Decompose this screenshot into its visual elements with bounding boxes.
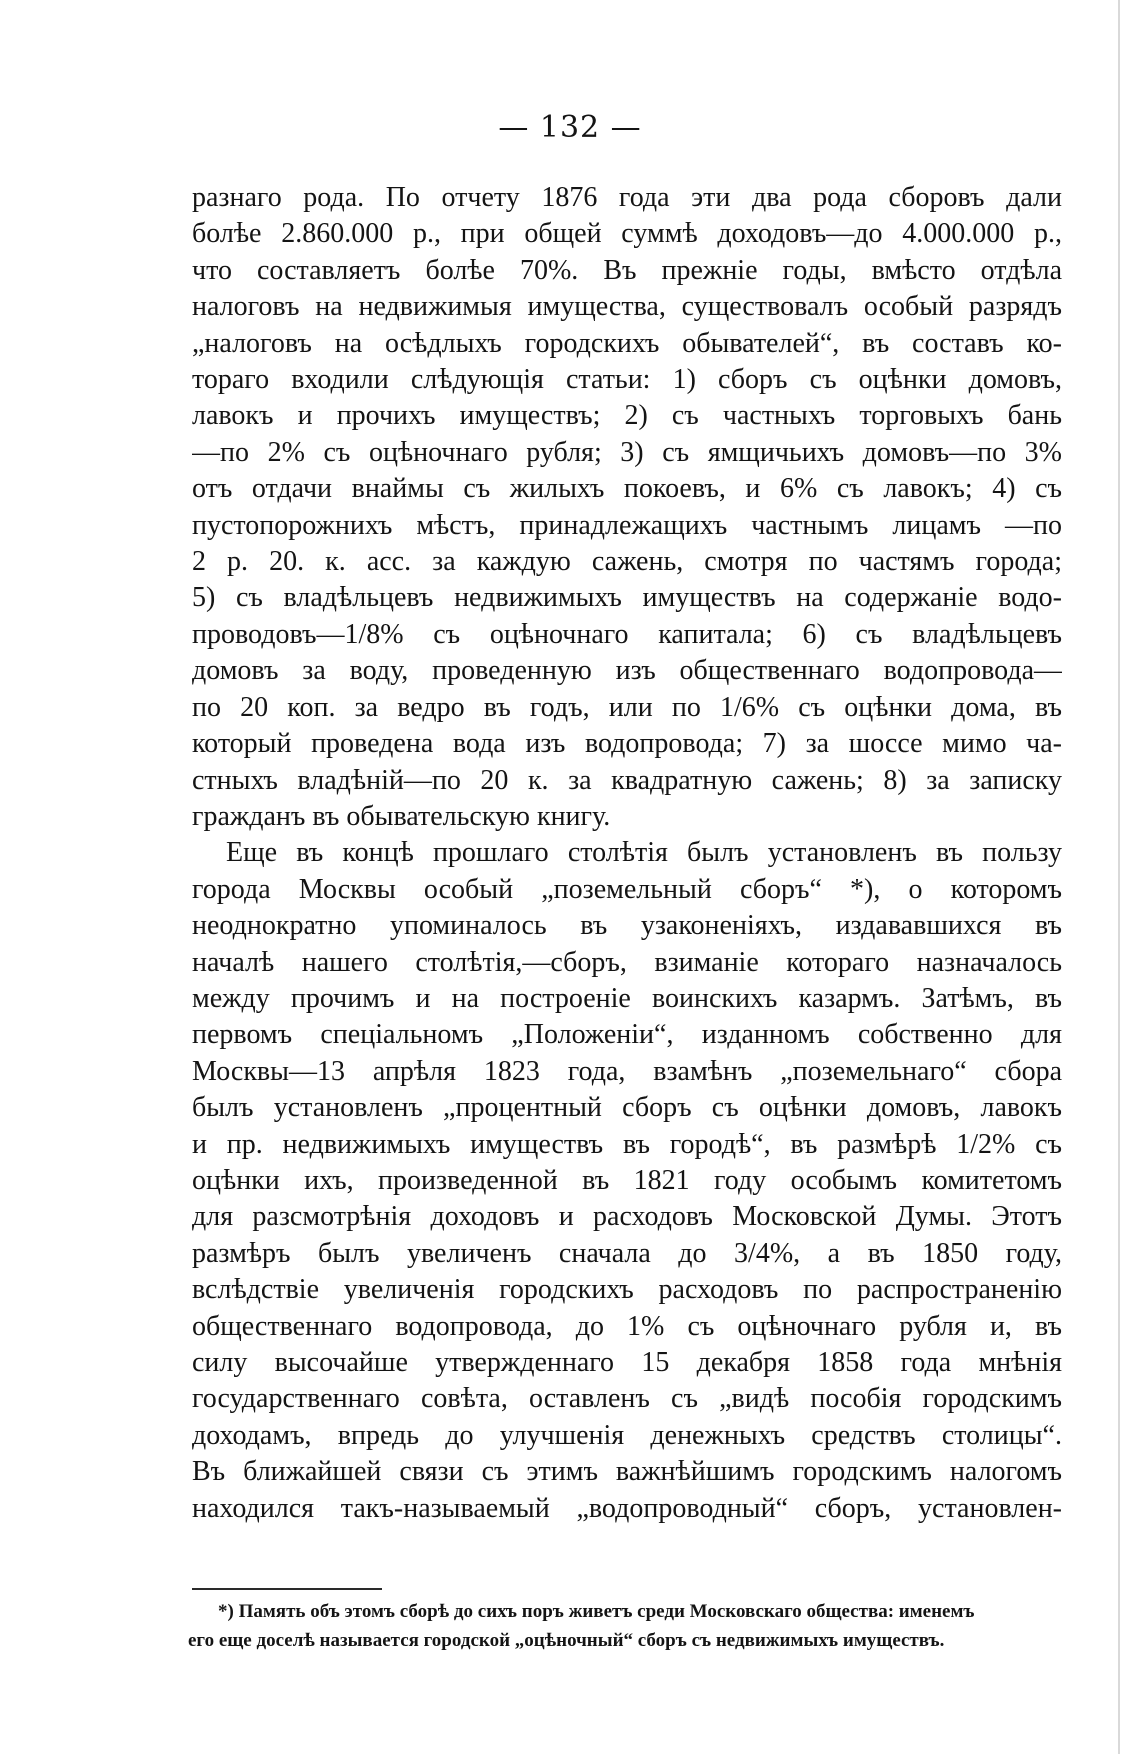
text-line: для разсмотрѣнія доходовъ и расходовъ Московской Думы. Этотъ xyxy=(192,1201,1062,1233)
footnote-divider xyxy=(192,1588,382,1590)
text-line: 5) съ владѣльцевъ недвижимыхъ имуществъ на содержаніе водо- xyxy=(192,582,1062,614)
text-line: гражданъ въ обывательскую книгу. xyxy=(192,800,611,832)
text-line: который проведена вода изъ водопровода; 7) за шоссе мимо ча- xyxy=(192,728,1062,760)
text-line: проводовъ—1/8% съ оцѣночнаго капитала; 6) съ владѣльцевъ xyxy=(192,618,1062,650)
page-number: — 132 — xyxy=(498,110,642,145)
text-line: и пр. недвижимыхъ имуществъ въ городѣ“, въ размѣрѣ 1/2% съ xyxy=(192,1128,1062,1160)
body-text xyxy=(192,180,1062,1527)
text-line: былъ установленъ „процентный сборъ съ оцѣнки домовъ, лавокъ xyxy=(192,1092,1062,1124)
text-line: тораго входили слѣдующія статьи: 1) сборъ съ оцѣнки домовъ, xyxy=(192,364,1062,396)
text-line: „налоговъ на осѣдлыхъ городскихъ обывателей“, въ составъ ко- xyxy=(192,327,1062,359)
text-line: Еще въ концѣ прошлаго столѣтія былъ установленъ въ пользу xyxy=(226,837,1062,869)
text-line: вслѣдствіе увеличенія городскихъ расходовъ по распространенію xyxy=(192,1274,1062,1306)
text-line: между прочимъ и на построеніе воинскихъ казармъ. Затѣмъ, въ xyxy=(192,982,1062,1014)
text-line: неоднократно упоминалось въ узаконеніяхъ, издававшихся въ xyxy=(192,910,1062,942)
text-line: оцѣнки ихъ, произведенной въ 1821 году особымъ комитетомъ xyxy=(192,1164,1062,1196)
text-line: государственнаго совѣта, оставленъ съ „видѣ пособія городскимъ xyxy=(192,1383,1062,1415)
text-line: болѣе 2.860.000 р., при общей суммѣ доходовъ—до 4.000.000 р., xyxy=(192,218,1062,250)
text-line: —по 2% съ оцѣночнаго рубля; 3) съ ямщичьихъ домовъ—по 3% xyxy=(192,436,1062,468)
text-line: первомъ спеціальномъ „Положеніи“, изданномъ собственно для xyxy=(192,1019,1062,1051)
text-line: лавокъ и прочихъ имуществъ; 2) съ частныхъ торговыхъ бань xyxy=(192,400,1062,432)
text-line: стныхъ владѣній—по 20 к. за квадратную сажень; 8) за записку xyxy=(192,764,1062,796)
text-line: 2 р. 20. к. асс. за каждую сажень, смотря по частямъ города; xyxy=(192,546,1062,578)
text-line: налоговъ на недвижимыя имущества, существовалъ особый разрядъ xyxy=(192,291,1062,323)
text-line: силу высочайше утвержденнаго 15 декабря 1858 года мнѣнія xyxy=(192,1347,1062,1378)
text-line: находился такъ-называемый „водопроводный“ сборъ, установлен- xyxy=(192,1492,1062,1524)
text-line: началѣ нашего столѣтія,—сборъ, взиманіе котораго назначалось xyxy=(192,946,1062,978)
page-edge-shadow xyxy=(1118,0,1120,1754)
text-line: пустопорожнихъ мѣстъ, принадлежащихъ частнымъ лицамъ —по xyxy=(192,509,1062,541)
text-line: что составляетъ болѣе 70%. Въ прежніе годы, вмѣсто отдѣла xyxy=(192,254,1062,286)
text-line: города Москвы особый „поземельный сборъ“ *), о которомъ xyxy=(192,873,1062,905)
text-line: домовъ за воду, проведенную изъ общественнаго водопровода— xyxy=(192,655,1062,687)
text-line: размѣръ былъ увеличенъ сначала до 3/4%, а въ 1850 году, xyxy=(192,1237,1062,1269)
footnote xyxy=(188,1597,1064,1655)
text-line: отъ отдачи внаймы съ жилыхъ покоевъ, и 6% съ лавокъ; 4) съ xyxy=(192,473,1062,505)
text-line: по 20 коп. за ведро въ годъ, или по 1/6% съ оцѣнки дома, въ xyxy=(192,691,1062,723)
footnote-line: его еще доселѣ называется городской „оцѣночный“ сборъ съ недвижимыхъ имуществъ. xyxy=(188,1630,945,1651)
text-line: разнаго рода. По отчету 1876 года эти два рода сборовъ дали xyxy=(192,182,1062,213)
text-line: доходамъ, впредь до улучшенія денежныхъ средствъ столицы“. xyxy=(192,1419,1062,1451)
footnote-line: *) Память объ этомъ сборѣ до сихъ поръ живетъ среди Московскаго общества: именемъ xyxy=(218,1601,975,1622)
text-line: общественнаго водопровода, до 1% съ оцѣночнаго рубля и, въ xyxy=(192,1310,1062,1342)
text-line: Москвы—13 апрѣля 1823 года, взамѣнъ „поземельнаго“ сбора xyxy=(192,1055,1062,1087)
text-line: Въ ближайшей связи съ этимъ важнѣйшимъ городскимъ налогомъ xyxy=(192,1456,1062,1488)
